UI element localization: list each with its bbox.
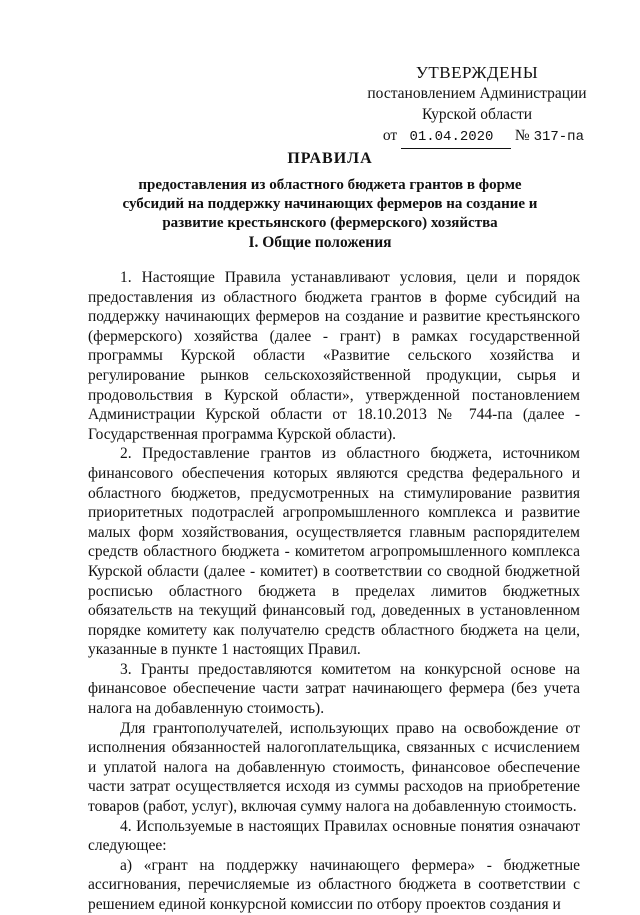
title-subtitle: предоставления из областного бюджета грантов в форме субсидий на поддержку начинающих фермеров на создание и развитие крестьянского (фермерского) хозяйства: [122, 177, 538, 231]
paragraph: Для грантополучателей, использующих право на освобождение от исполнения обязанностей налогоплательщика, связанных с исчислением и уплатой налога на добавленную стоимость, финансовое обеспечение части затрат осуществляется исходя из суммы расходов на приобретение товаров (работ, услуг), включая сумму налога на добавленную стоимость.: [88, 719, 580, 816]
paragraph: а) «грант на поддержку начинающего фермера» - бюджетные ассигнования, перечисляемые из областного бюджета в соответствии с решением единой конкурсной комиссии по отбору проектов создания и: [88, 856, 580, 913]
paragraph: 2. Предоставление грантов из областного бюджета, источником финансового обеспечения которых являются средства федерального и областного бюджетов, предусмотренных на стимулирование развития приоритетных подотраслей агропромышленного комплекса и развитие малых форм хозяйствования, осуществляется главным распорядителем средств областного бюджета - комитетом агропромышленного комплекса Курской области (далее - комитет) в соответствии со сводной бюджетной росписью областного бюджета в пределах лимитов бюджетных обязательств на текущий финансовый год, доведенных в установленном порядке комитету как получателю средств областного бюджета на цели, указанные в пункте 1 настоящих Правил.: [88, 445, 580, 659]
approval-from-label: от: [382, 127, 398, 144]
approval-number-sign: №: [514, 127, 530, 144]
document-title: [110, 150, 550, 233]
approval-line-2: Курской области: [421, 106, 533, 123]
approval-number: 317-па: [533, 129, 584, 145]
approval-line-1: постановлением Администрации: [367, 85, 587, 102]
approval-date: 01.04.2020: [401, 127, 511, 149]
approval-date-line: [362, 125, 592, 149]
title-word: ПРАВИЛА: [287, 150, 373, 167]
paragraph: 3. Гранты предоставляются комитетом на конкурсной основе на финансовое обеспечение части затрат начинающего фермера (без учета налога на добавленную стоимость).: [88, 660, 580, 718]
approval-heading: УТВЕРЖДЕНЫ: [415, 63, 539, 82]
paragraph: 4. Используемые в настоящих Правилах основные понятия означают следующее:: [88, 817, 580, 855]
approval-stamp: [362, 62, 592, 149]
section-heading: I. Общие положения: [248, 234, 392, 251]
paragraph: 1. Настоящие Правила устанавливают условия, цели и порядок предоставления из областного бюджета грантов в форме субсидий на поддержку начинающих фермеров на создание и развитие крестьянского (фермерского) хозяйства (далее - грант) в рамках государственной программы Курской области «Развитие сельского хозяйства и регулирование рынков сельскохозяйственной продукции, сырья и продовольствия в Курской области», утвержденной постановлением Администрации Курской области от 18.10.2013 № 744-па (далее - Государственная программа Курской области).: [88, 269, 580, 443]
document-body: [88, 268, 580, 915]
